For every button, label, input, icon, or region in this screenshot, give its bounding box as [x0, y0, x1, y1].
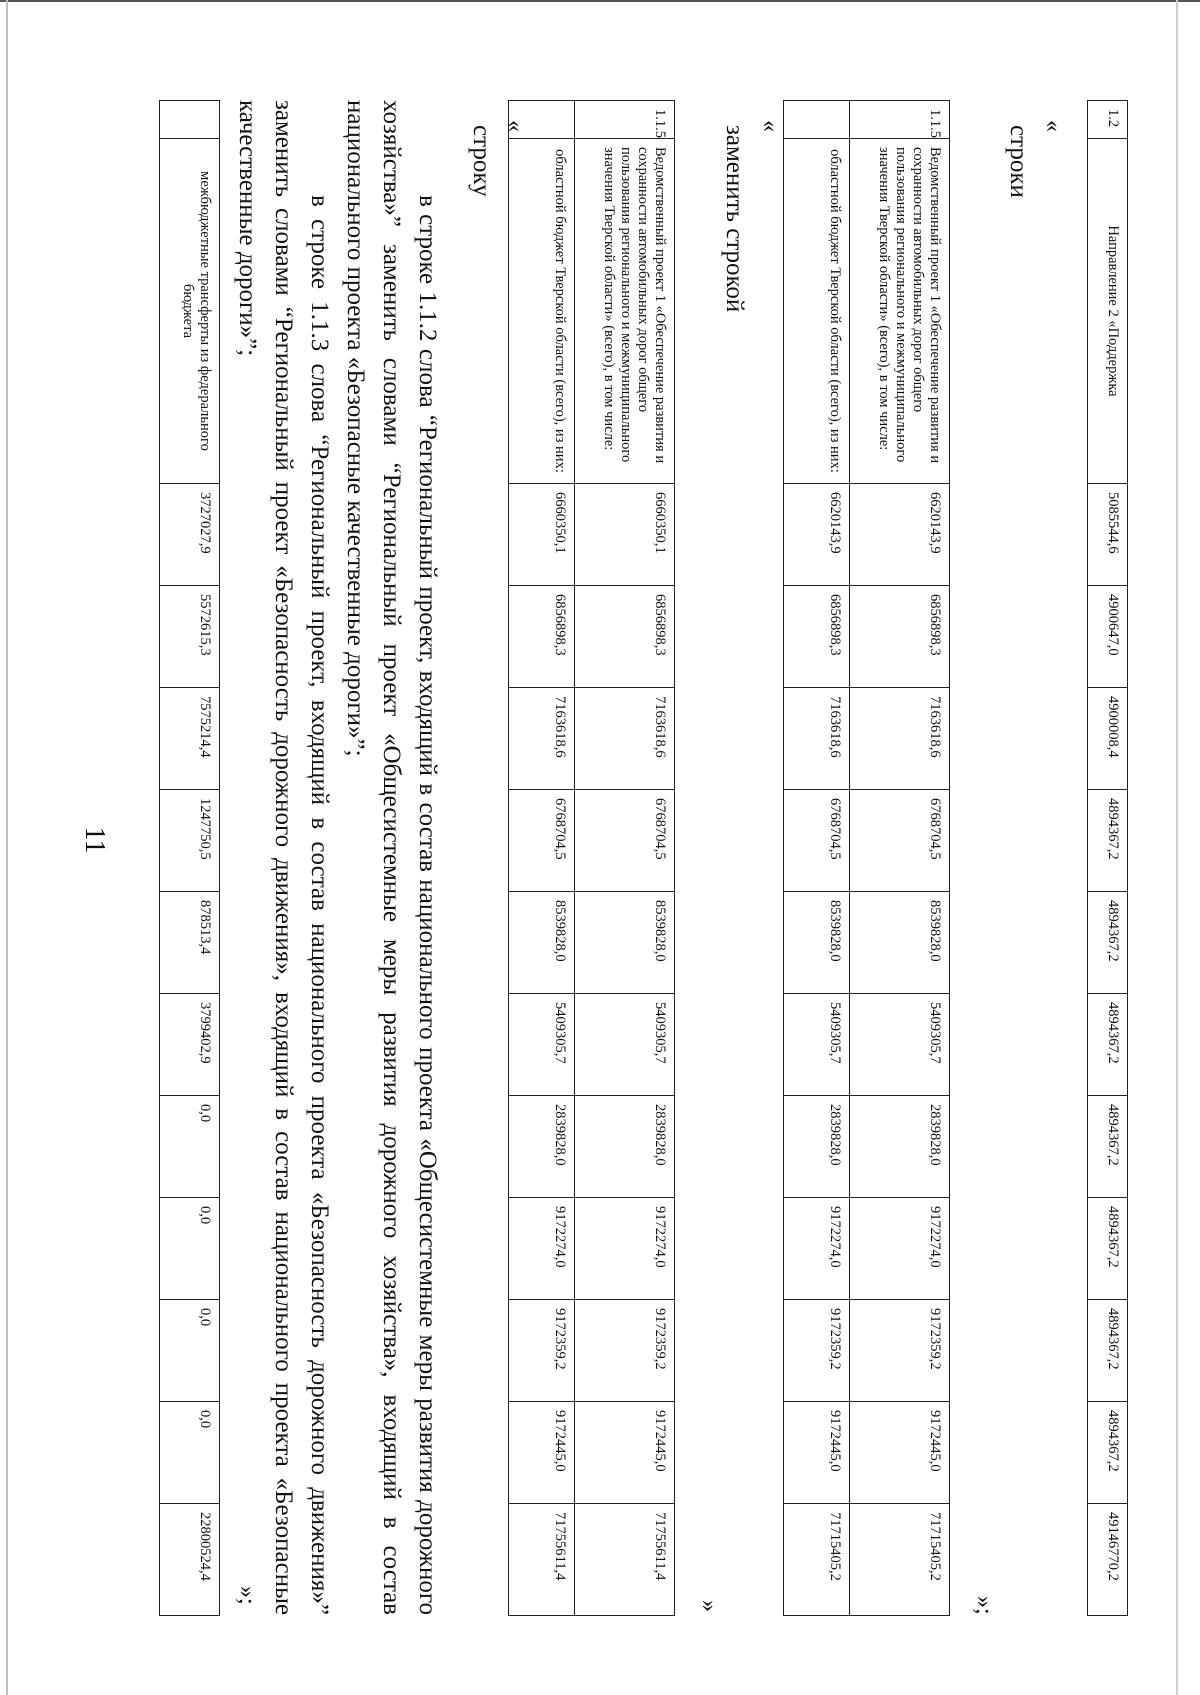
open-quote: « [757, 120, 783, 132]
cell-value: 4894367,2 [1088, 1300, 1128, 1402]
cell-value: 9172359,2 [509, 1300, 575, 1402]
cell-value: 9172359,2 [850, 1300, 950, 1402]
cell-value: 22800524,4 [160, 1504, 220, 1616]
cell-value: 7575214,4 [160, 688, 220, 790]
row-label: Ведомственный проект 1 «Обеспечение развития и сохранности автомобильных дорог общего пользования регионального и межмуниципального значения Тверской области» (всего), в том числе: [575, 139, 675, 484]
cell-value: 4894367,2 [1088, 790, 1128, 892]
cell-value: 6856898,3 [784, 586, 850, 688]
table-row [850, 101, 950, 1616]
table-row [509, 101, 575, 1616]
cell-value: 9172445,0 [575, 1402, 675, 1504]
cell-value: 4900008,4 [1088, 688, 1128, 790]
close-quote: »; [971, 1596, 997, 1615]
cell-value: 6768704,5 [575, 790, 675, 892]
cell-value: 2839828,0 [850, 1096, 950, 1198]
table-row [160, 101, 220, 1616]
cell-value: 9172359,2 [784, 1300, 850, 1402]
cell-value: 9172445,0 [850, 1402, 950, 1504]
cell-value: 6856898,3 [575, 586, 675, 688]
close-quote: » [696, 1600, 722, 1612]
cell-value: 71715405,2 [784, 1504, 850, 1616]
cell-value: 3727027,9 [160, 484, 220, 586]
cell-value: 71755611,4 [509, 1504, 575, 1616]
cell-value: 5409305,7 [509, 994, 575, 1096]
cell-value: 878513,4 [160, 892, 220, 994]
cell-value: 0,0 [160, 1402, 220, 1504]
table-row [784, 101, 850, 1616]
cell-value: 4900647,0 [1088, 586, 1128, 688]
table-top [159, 100, 220, 1616]
cell-value: 6768704,5 [784, 790, 850, 892]
cell-value: 5085544,6 [1088, 484, 1128, 586]
cell-value: 2839828,0 [509, 1096, 575, 1198]
cell-value: 0,0 [160, 1300, 220, 1402]
cell-value: 71715405,2 [850, 1504, 950, 1616]
cell-value: 6768704,5 [509, 790, 575, 892]
table-row [575, 101, 675, 1616]
open-quote: « [1040, 120, 1066, 132]
cell-value: 7163618,6 [575, 688, 675, 790]
row-label: Ведомственный проект 1 «Обеспечение развития и сохранности автомобильных дорог общего пользования регионального и межмуниципального значения Тверской области» (всего), в том числе: [850, 139, 950, 484]
cell-value: 2839828,0 [784, 1096, 850, 1198]
row-label: областной бюджет Тверской области (всего), из них: [509, 139, 575, 484]
row-label: Направление 2 «Поддержка [1088, 139, 1128, 484]
cell-value: 3799402,9 [160, 994, 220, 1096]
page-number: 11 [79, 826, 110, 854]
close-quote: »; [234, 1586, 260, 1605]
cell-value: 6856898,3 [509, 586, 575, 688]
cell-value: 0,0 [160, 1096, 220, 1198]
cell-value: 2839828,0 [575, 1096, 675, 1198]
cell-value: 6620143,9 [850, 484, 950, 586]
cell-value: 4894367,2 [1088, 994, 1128, 1096]
cell-value: 5572615,3 [160, 586, 220, 688]
cell-value: 7163618,6 [850, 688, 950, 790]
cell-value: 5409305,7 [850, 994, 950, 1096]
cell-value: 4894367,2 [1088, 1198, 1128, 1300]
cell-value: 9172274,0 [784, 1198, 850, 1300]
cell-value: 71755611,4 [575, 1504, 675, 1616]
row-number: 1.1.5 [575, 101, 675, 139]
table-new-rows [783, 100, 950, 1616]
table-rows-tail [1087, 100, 1128, 1616]
text-zamenit-strokoy: заменить строкой [721, 125, 748, 313]
cell-value: 7163618,6 [509, 688, 575, 790]
text-stroku: строку [468, 125, 495, 197]
cell-value: 5409305,7 [575, 994, 675, 1096]
cell-value: 8539828,0 [784, 892, 850, 994]
cell-value: 4894367,2 [1088, 1402, 1128, 1504]
cell-value: 1247750,5 [160, 790, 220, 892]
row-number [509, 101, 575, 139]
paragraph-2: в строке 1.1.3 слова “Региональный проект, входящий в состав национального проекта «Безопасность дорожного движения»” заменить словами “Региональный проект «Безопасность дорожного движения», входящий в состав национального проекта «Безопасные качественные дороги»”; [234, 100, 333, 1615]
cell-value: 6856898,3 [850, 586, 950, 688]
cell-value: 4894367,2 [1088, 892, 1128, 994]
row-label: областной бюджет Тверской области (всего), из них: [784, 139, 850, 484]
cell-value: 9172359,2 [575, 1300, 675, 1402]
row-number [784, 101, 850, 139]
cell-value: 0,0 [160, 1198, 220, 1300]
cell-value: 9172274,0 [850, 1198, 950, 1300]
table-row [1088, 101, 1128, 1616]
row-number [160, 101, 220, 139]
text-stroki: строки [1005, 125, 1032, 198]
cell-value: 6768704,5 [850, 790, 950, 892]
cell-value: 9172445,0 [509, 1402, 575, 1504]
cell-value: 4894367,2 [1088, 1096, 1128, 1198]
cell-value: 49146770,2 [1088, 1504, 1128, 1616]
row-number: 1.2 [1088, 101, 1128, 139]
cell-value: 6620143,9 [784, 484, 850, 586]
cell-value: 8539828,0 [850, 892, 950, 994]
cell-value: 8539828,0 [509, 892, 575, 994]
cell-value: 9172274,0 [509, 1198, 575, 1300]
cell-value: 6660350,1 [575, 484, 675, 586]
cell-value: 9172274,0 [575, 1198, 675, 1300]
open-quote: « [502, 120, 528, 132]
cell-value: 6660350,1 [509, 484, 575, 586]
cell-value: 8539828,0 [575, 892, 675, 994]
cell-value: 7163618,6 [784, 688, 850, 790]
cell-value: 5409305,7 [784, 994, 850, 1096]
cell-value: 9172445,0 [784, 1402, 850, 1504]
row-number: 1.1.5 [850, 101, 950, 139]
paragraph-1: в строке 1.1.2 слова “Региональный проект, входящий в состав национального проекта «Общесистемные меры развития дорожного хозяйства»” заменить словами “Региональный проект «Общесистемные меры развития дорожного хозяйства», входящий в состав национального проекта «Безопасные качественные дороги»”; [342, 100, 441, 1615]
table-old-rows [508, 100, 675, 1616]
row-label: межбюджетные трансферты из федерального бюджета [160, 139, 220, 484]
